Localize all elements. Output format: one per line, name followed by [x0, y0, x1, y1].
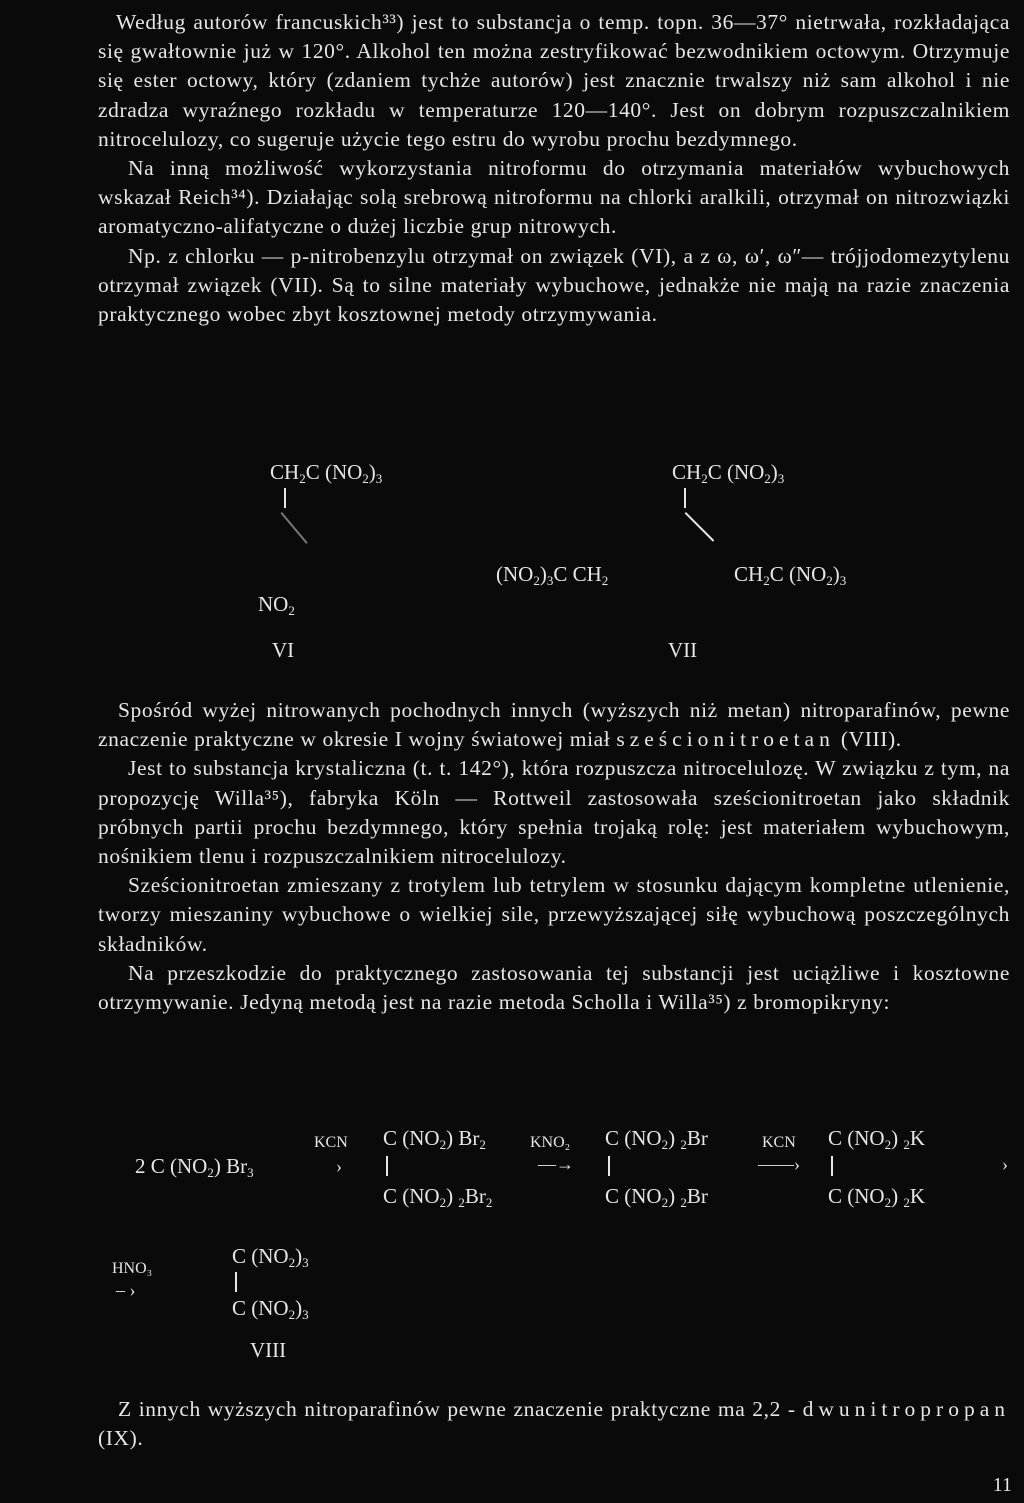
reagent-1: KCN: [314, 1134, 348, 1151]
paragraph-5: Jest to substancja krystaliczna (t. t. 142°), która rozpuszcza nitrocelulozę. W związku z tym, na propozycję Willa³⁵), fabryka Köln — Rottweil zastosowała sześcionitroetan jako składnik próbnych partii prochu bezdymnego, który spełnia trojaką rolę: jest materiałem wybuchowym, nośnikiem tlenu i rozpuszczalnikiem nitrocelulozy.: [98, 756, 1010, 869]
intermediate-1-bottom: C $(NO_2)$ $_2Br_2$: [383, 1184, 493, 1210]
paragraph-1: Według autorów francuskich³³) jest to substancja o temp. topn. 36—37° nietrwała, rozkładająca się gwałtownie już w 120°. Alkohol ten można zestryfikować bezwodnikiem octowym. Otrzymuje się ester octowy, który (zdaniem tychże autorów) jest znacznie trwalszy niż sam alkohol i nie zdradza wyraźnego rozkładu w temperaturze 120—140°. Jest on dobrym rozpuszczalnikiem nitrocelulozy, co sugeruje użycie tego estru do wyrobu prochu bezdymnego.: [98, 10, 1010, 151]
bond-line: [831, 1156, 833, 1176]
bond-line: [284, 488, 286, 508]
arrow-4: ›: [1002, 1154, 1008, 1174]
arrow-1: ›: [336, 1156, 342, 1176]
formula-vii-right: $CH_2C$ $(NO_2)_3$: [734, 562, 847, 588]
product-label: VIII: [250, 1338, 287, 1362]
paragraph-3: Np. z chlorku — p-nitrobenzylu otrzymał on związek (VI), a z ω, ω′, ω″— trójjodomezytylenu otrzymał związek (VII). Są to silne materiały wybuchowe, jednakże nie mają na razie znaczenia praktycznego wobec zbyt kosztownej metody otrzymywania.: [98, 243, 1010, 327]
paragraph-4: Spośród wyżej nitrowanych pochodnych innych (wyższych niż metan) nitroparafinów, pewne znaczenie praktyczne w okresie I wojny światowej miał sześcionitroetan (VIII).: [98, 698, 1010, 752]
intermediate-3-top: C $(NO_2)$ $_2$K: [828, 1126, 926, 1152]
intermediate-2-top: C $(NO_2)$ $_2$Br: [605, 1126, 708, 1152]
product-top: C $(NO_2)_3$: [232, 1244, 309, 1270]
arrow-3: ——›: [758, 1154, 800, 1174]
reagent-4: HNO₃: [112, 1260, 153, 1277]
intermediate-2-bottom: C $(NO_2)$ $_2$Br: [605, 1184, 708, 1210]
paragraph-6: Sześcionitroetan zmieszany z trotylem lub tetrylem w stosunku dającym kompletne utlenienie, tworzy mieszaniny wybuchowe o wielkiej sile, przewyższającej siłę wybuchową poszczególnych składników.: [98, 873, 1010, 956]
bond-line: [684, 488, 686, 508]
bond-line: [386, 1156, 388, 1176]
intermediate-3-bottom: C $(NO_2)$ $_2$K: [828, 1184, 926, 1210]
formula-vi-bottom: $NO_2$: [258, 592, 295, 618]
page-number: 11: [992, 1474, 1012, 1496]
arrow-5: – ›: [116, 1280, 136, 1300]
arrow-2: —→: [538, 1154, 574, 1174]
ring-bond: [280, 512, 307, 544]
formula-vi-top: $CH_2C$ $(NO_2)_3$: [270, 460, 383, 486]
bond-line: [608, 1156, 610, 1176]
formula-vii-left: $(NO_2)_3C$ $CH_2$: [496, 562, 609, 588]
intermediate-1-top: C $(NO_2)$ $Br_2$: [383, 1126, 486, 1152]
reagent-2: KNO₂: [530, 1134, 571, 1151]
product-bottom: C $(NO_2)_3$: [232, 1296, 309, 1322]
ring-bond: [685, 512, 715, 542]
text-block-2: [98, 696, 1010, 1017]
reagent-3: KCN: [762, 1134, 796, 1151]
formula-vii-label: VII: [668, 638, 698, 662]
paragraph-2: Na inną możliwość wykorzystania nitroformu do otrzymania materiałów wybuchowych wskazał Reich³⁴). Działając solą srebrową nitroformu na chlorki aralkili, otrzymał on nitrozwiązki aromatyczno-alifatyczne o dużej liczbie grup nitrowych.: [98, 156, 1010, 239]
reaction-start: 2 C $(NO_2)$ $Br_3$: [135, 1154, 254, 1180]
formula-vii-top: $CH_2C$ $(NO_2)_3$: [672, 460, 785, 486]
paragraph-8: Z innych wyższych nitroparafinów pewne znaczenie praktyczne ma 2,2 - dwunitropropan (IX).: [98, 1397, 1010, 1451]
text-block-1: [98, 8, 1010, 329]
bond-line: [235, 1272, 237, 1292]
formula-vi-label: VI: [272, 638, 295, 662]
paragraph-7: Na przeszkodzie do praktycznego zastosowania tej substancji jest uciążliwe i kosztowne otrzymywanie. Jedyną metodą jest na razie metoda Scholla i Willa³⁵) z bromopikryny:: [98, 960, 1010, 1015]
text-block-3: [98, 1395, 1010, 1453]
